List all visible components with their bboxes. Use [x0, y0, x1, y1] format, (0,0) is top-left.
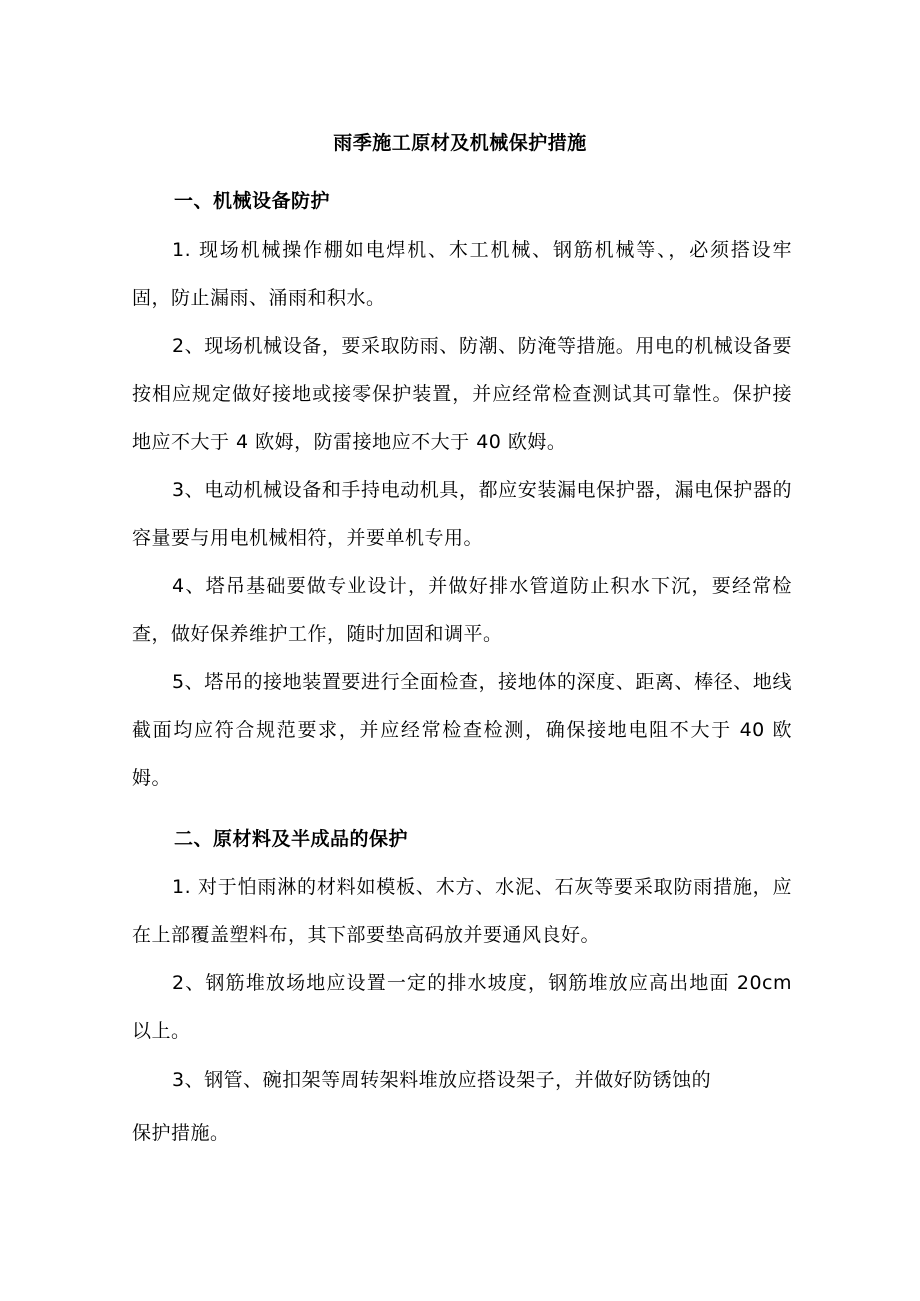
paragraph-machinery-2: 2、现场机械设备，要采取防雨、防潮、防淹等措施。用电的机械设备要按相应规定做好接地或接零保护装置，并应经常检查测试其可靠性。保护接地应不大于 4 欧姆，防雷接地应不大于 40 欧姆。 — [132, 335, 792, 453]
paragraph-materials-1: 1. 对于怕雨淋的材料如模板、木方、水泥、石灰等要采取防雨措施，应在上部覆盖塑料布，其下部要垫高码放并要通风良好。 — [132, 876, 792, 946]
paragraph-machinery-4: 4、塔吊基础要做专业设计，并做好排水管道防止积水下沉，要经常检查，做好保养维护工作，随时加固和调平。 — [132, 575, 792, 645]
document-title: 雨季施工原材及机械保护措施 — [333, 132, 587, 154]
section-heading-machinery: 一、机械设备防护 — [174, 190, 331, 212]
paragraph-materials-2: 2、钢筋堆放场地应设置一定的排水坡度，钢筋堆放应高出地面 20cm 以上。 — [132, 972, 792, 1042]
section-heading-materials: 二、原材料及半成品的保护 — [174, 828, 409, 850]
paragraph-machinery-3: 3、电动机械设备和手持电动机具，都应安装漏电保护器，漏电保护器的容量要与用电机械相符，并要单机专用。 — [132, 479, 792, 549]
paragraph-machinery-5: 5、塔吊的接地装置要进行全面检查，接地体的深度、距离、棒径、地线截面均应符合规范要求，并应经常检查检测，确保接地电阻不大于 40 欧姆。 — [132, 671, 792, 789]
paragraph-materials-3-line1: 3、钢管、碗扣架等周转架料堆放应搭设架子，并做好防锈蚀的 — [172, 1069, 712, 1091]
paragraph-machinery-1: 1. 现场机械操作棚如电焊机、木工机械、钢筋机械等、，必须搭设牢固，防止漏雨、涌雨和积水。 — [132, 239, 792, 309]
paragraph-materials-3-line2: 保护措施。 — [132, 1122, 230, 1144]
